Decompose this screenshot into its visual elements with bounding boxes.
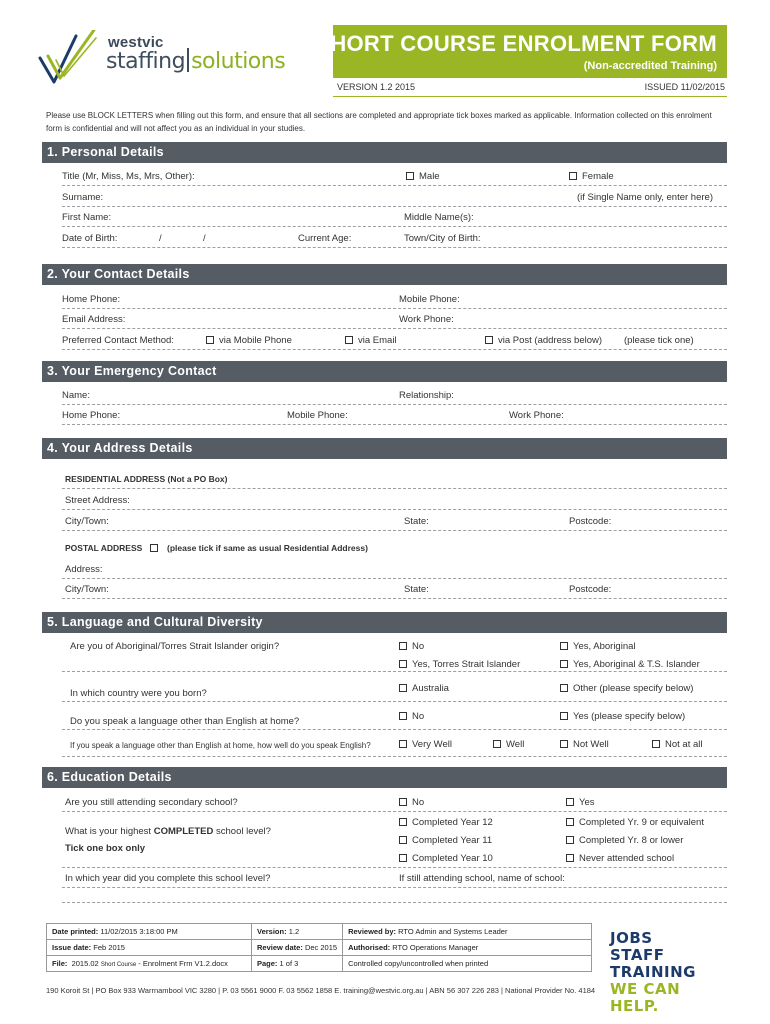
very-well-option[interactable] [399, 739, 452, 750]
checkmark-logo-icon [36, 30, 116, 90]
city-label: City/Town: [65, 516, 109, 527]
well-label: Well [506, 739, 525, 750]
footer-table [46, 923, 592, 972]
jobs-staff-training-logo [610, 930, 730, 1015]
row-secondary [62, 792, 727, 812]
row-emergency-name[interactable] [62, 385, 727, 405]
dob-slash-2: / [203, 233, 206, 244]
footer-review [252, 940, 343, 956]
section-contact-details: 2. Your Contact Details [42, 264, 727, 285]
very-well-label: Very Well [412, 739, 452, 750]
issued-text: ISSUED 11/02/2015 [644, 82, 725, 92]
not-well-label: Not Well [573, 739, 609, 750]
very-well-checkbox[interactable] [399, 740, 407, 748]
yr8-checkbox[interactable] [566, 836, 574, 844]
lang-yes-label: Yes (please specify below) [573, 711, 686, 722]
row-email[interactable] [62, 309, 727, 329]
well-checkbox[interactable] [493, 740, 501, 748]
footer-file [47, 956, 252, 972]
row-phones[interactable] [62, 289, 727, 309]
file-value-a: 2015.02 [71, 959, 99, 968]
abor-no-label: No [412, 641, 425, 652]
footer-page [252, 956, 343, 972]
auth-label: Authorised: [348, 943, 391, 952]
row-blank-line[interactable] [62, 885, 727, 903]
row-city-state[interactable] [62, 511, 727, 531]
australia-option[interactable] [399, 683, 449, 694]
highest-post: school level? [213, 826, 271, 837]
row-residential-heading [62, 469, 727, 489]
row-postal-city[interactable] [62, 579, 727, 599]
secondary-yes-checkbox[interactable] [566, 798, 574, 806]
secondary-no-option[interactable] [399, 797, 424, 808]
other-country-label: Other (please specify below) [573, 683, 694, 694]
street-address-label: Street Address: [65, 495, 130, 506]
yr12-option[interactable] [399, 817, 493, 828]
male-option[interactable] [406, 171, 440, 182]
postal-city-label: City/Town: [65, 584, 109, 595]
page-label: Page: [257, 959, 278, 968]
printed-label: Date printed: [52, 927, 99, 936]
staff-word: STAFF [610, 946, 665, 964]
via-email-label: via Email [358, 335, 397, 346]
brand-staffing: staffing [106, 49, 186, 74]
brand-solutions: solutions [191, 49, 286, 74]
town-birth-label: Town/City of Birth: [404, 233, 481, 244]
via-email-checkbox[interactable] [345, 336, 353, 344]
abor-yes-checkbox[interactable] [560, 642, 568, 650]
via-mobile-checkbox[interactable] [206, 336, 214, 344]
torres-option[interactable] [399, 659, 520, 670]
never-attended-option[interactable] [566, 853, 674, 864]
via-post-option[interactable] [485, 335, 602, 346]
reviewed-value: RTO Admin and Systems Leader [398, 927, 508, 936]
lang-yes-checkbox[interactable] [560, 712, 568, 720]
torres-checkbox[interactable] [399, 660, 407, 668]
printed-value: 11/02/2015 3:18:00 PM [100, 927, 178, 936]
footer-reviewed [343, 924, 592, 940]
work-phone-label: Work Phone: [399, 314, 454, 325]
row-language [62, 708, 727, 730]
page-value: 1 of 3 [279, 959, 299, 968]
we-can-help-word: WE CAN HELP. [610, 980, 681, 1015]
state-label: State: [404, 516, 429, 527]
row-country [62, 680, 727, 702]
section-language-diversity: 5. Language and Cultural Diversity [42, 612, 727, 633]
female-label: Female [582, 171, 614, 182]
postal-postcode-label: Postcode: [569, 584, 612, 595]
abor-no-option[interactable] [399, 641, 424, 652]
file-value-c: - Enrolment Frm V1.2.docx [138, 959, 228, 968]
yr10-label: Completed Year 10 [412, 853, 493, 864]
training-word: TRAINING [610, 963, 696, 981]
australia-label: Australia [412, 683, 449, 694]
footer-printed [47, 924, 252, 940]
postcode-label: Postcode: [569, 516, 612, 527]
review-label: Review date: [257, 943, 303, 952]
yr12-checkbox[interactable] [399, 818, 407, 826]
row-english [62, 735, 727, 757]
female-checkbox[interactable] [569, 172, 577, 180]
yr10-option[interactable] [399, 853, 493, 864]
emergency-home-phone-label: Home Phone: [62, 410, 121, 421]
version-value: 1.2 [288, 927, 300, 936]
row-street[interactable] [62, 490, 727, 510]
both-option[interactable] [560, 659, 700, 670]
row-dob[interactable] [62, 228, 727, 248]
postal-same-label: (please tick if same as usual Residential Address) [167, 543, 368, 553]
torres-label: Yes, Torres Strait Islander [412, 659, 521, 670]
footer-authorised [343, 940, 592, 956]
dob-label: Date of Birth: [62, 233, 118, 244]
highest-level-question [65, 826, 271, 837]
email-label: Email Address: [62, 314, 126, 325]
preferred-contact-label: Preferred Contact Method: [62, 335, 174, 346]
lang-no-label: No [412, 711, 425, 722]
postal-same-option[interactable] [150, 543, 368, 553]
version-text: VERSION 1.2 2015 [337, 82, 416, 92]
row-surname[interactable] [62, 187, 727, 207]
country-question: In which country were you born? [70, 688, 207, 699]
row-title [62, 166, 727, 186]
yr12-label: Completed Year 12 [412, 817, 493, 828]
tick-one-box-note: Tick one box only [65, 843, 146, 854]
row-highest-level [62, 812, 727, 868]
aboriginal-question: Are you of Aboriginal/Torres Strait Islander origin? [70, 641, 280, 652]
postal-same-checkbox[interactable] [150, 544, 158, 552]
middle-name-label: Middle Name(s): [404, 212, 474, 223]
section-personal-details: 1. Personal Details [42, 142, 727, 163]
not-at-all-option[interactable] [652, 739, 703, 750]
abor-yes-option[interactable] [560, 641, 636, 652]
emergency-name-label: Name: [62, 390, 90, 401]
well-option[interactable] [493, 739, 524, 750]
yr9-checkbox[interactable] [566, 818, 574, 826]
form-title: SHORT COURSE ENROLMENT FORM [315, 31, 717, 56]
year-completed-question: In which year did you complete this school level? [65, 873, 271, 884]
first-name-label: First Name: [62, 212, 112, 223]
postal-address-label: Address: [65, 564, 103, 575]
secondary-no-checkbox[interactable] [399, 798, 407, 806]
postal-state-label: State: [404, 584, 429, 595]
via-mobile-label: via Mobile Phone [219, 335, 292, 346]
reviewed-label: Reviewed by: [348, 927, 396, 936]
residential-address-heading: RESIDENTIAL ADDRESS (Not a PO Box) [65, 474, 228, 484]
not-well-option[interactable] [560, 739, 609, 750]
yr8-option[interactable] [566, 835, 683, 846]
yr11-option[interactable] [399, 835, 492, 846]
postal-address-heading: POSTAL ADDRESS [65, 543, 143, 553]
both-label: Yes, Aboriginal & T.S. Islander [573, 659, 700, 670]
never-attended-checkbox[interactable] [566, 854, 574, 862]
lang-yes-option[interactable] [560, 711, 685, 722]
single-name-note: (if Single Name only, enter here) [576, 192, 713, 203]
tick-one-note: (please tick one) [624, 335, 694, 346]
not-at-all-checkbox[interactable] [652, 740, 660, 748]
issue-label: Issue date: [52, 943, 92, 952]
australia-checkbox[interactable] [399, 684, 407, 692]
row-preferred-contact [62, 330, 727, 350]
never-attended-label: Never attended school [579, 853, 675, 864]
secondary-yes-option[interactable] [566, 797, 595, 808]
via-post-label: via Post (address below) [498, 335, 603, 346]
footer-address: 190 Koroit St | PO Box 933 Warrnambool VIC 3280 | P. 03 5561 9000 F. 03 5562 1858 E. training@westvic.org.au | ABN 56 307 226 283 | National Provider No. 4184 [46, 986, 596, 995]
yr11-checkbox[interactable] [399, 836, 407, 844]
language-question: Do you speak a language other than English at home? [70, 716, 300, 727]
file-value-b: Short Course [100, 962, 137, 968]
yr9-option[interactable] [566, 817, 704, 828]
male-checkbox[interactable] [406, 172, 414, 180]
review-value: Dec 2015 [304, 943, 338, 952]
section-education-details: 6. Education Details [42, 767, 727, 788]
yr8-label: Completed Yr. 8 or lower [579, 835, 684, 846]
form-subtitle: (Non-accredited Training) [583, 60, 717, 72]
header-divider [333, 96, 727, 97]
not-well-checkbox[interactable] [560, 740, 568, 748]
abor-no-checkbox[interactable] [399, 642, 407, 650]
secondary-no-label: No [412, 797, 425, 808]
file-label: File: [52, 959, 68, 968]
female-option[interactable] [569, 171, 614, 182]
row-postal-address[interactable] [62, 559, 727, 579]
footer-controlled: Controlled copy/uncontrolled when printed [343, 956, 592, 972]
version-label: Version: [257, 927, 287, 936]
title-label: Title (Mr, Miss, Ms, Mrs, Other): [62, 171, 195, 182]
emergency-work-phone-label: Work Phone: [509, 410, 564, 421]
lang-no-checkbox[interactable] [399, 712, 407, 720]
row-aboriginal [62, 636, 727, 672]
not-at-all-label: Not at all [665, 739, 703, 750]
highest-pre: What is your highest [65, 826, 154, 837]
secondary-question: Are you still attending secondary school? [65, 797, 238, 808]
footer-issue [47, 940, 252, 956]
row-emergency-phones[interactable] [62, 405, 727, 425]
intro-text: Please use BLOCK LETTERS when filling out this form, and ensure that all sections are completed and appropriate tick boxes marked as applicable. Information collected on this enrolment form is confidential and will not affect you as an individual in your studies. [46, 111, 712, 133]
footer-version [252, 924, 343, 940]
abor-yes-label: Yes, Aboriginal [573, 641, 636, 652]
english-question: If you speak a language other than English at home, how well do you speak English? [70, 741, 371, 750]
auth-value: RTO Operations Manager [392, 943, 479, 952]
lang-no-option[interactable] [399, 711, 424, 722]
via-post-checkbox[interactable] [485, 336, 493, 344]
surname-label: Surname: [62, 192, 104, 203]
secondary-yes-label: Yes [579, 797, 595, 808]
via-email-option[interactable] [345, 335, 397, 346]
section-emergency-contact: 3. Your Emergency Contact [42, 361, 727, 382]
section-address-details: 4. Your Address Details [42, 438, 727, 459]
dob-slash-1: / [159, 233, 162, 244]
brand-tagline [106, 48, 285, 74]
other-country-option[interactable] [560, 683, 693, 694]
male-label: Male [419, 171, 440, 182]
emergency-mobile-phone-label: Mobile Phone: [287, 410, 348, 421]
title-banner [315, 25, 727, 78]
highest-bold: COMPLETED [153, 826, 214, 837]
yr11-label: Completed Year 11 [412, 835, 493, 846]
yr9-label: Completed Yr. 9 or equivalent [579, 817, 704, 828]
other-country-checkbox[interactable] [560, 684, 568, 692]
mobile-phone-label: Mobile Phone: [399, 294, 460, 305]
issue-value: Feb 2015 [93, 943, 125, 952]
version-row [333, 82, 727, 94]
via-mobile-option[interactable] [206, 335, 292, 346]
yr10-checkbox[interactable] [399, 854, 407, 862]
both-checkbox[interactable] [560, 660, 568, 668]
jobs-word: JOBS [610, 929, 653, 947]
row-names[interactable] [62, 207, 727, 227]
current-age-label: Current Age: [298, 233, 352, 244]
relationship-label: Relationship: [399, 390, 454, 401]
row-postal-heading [62, 538, 727, 558]
brand-name: westvic [108, 34, 164, 51]
school-name-label: If still attending school, name of school: [399, 873, 565, 884]
home-phone-label: Home Phone: [62, 294, 121, 305]
